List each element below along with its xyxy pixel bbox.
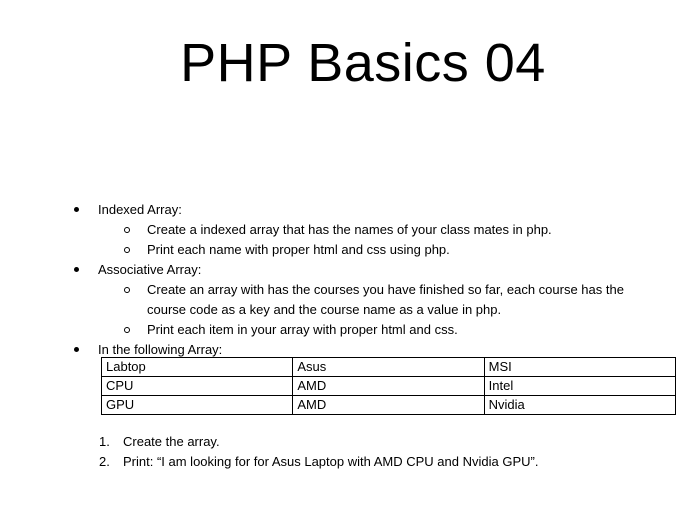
sub-bullet-item — [0, 220, 700, 240]
circle-bullet-icon — [124, 287, 130, 293]
numbered-list — [0, 432, 700, 472]
step-number: 1. — [99, 434, 110, 449]
bullet-dot-icon — [74, 207, 79, 212]
sub-bullet-text: Create a indexed array that has the names of your class mates in php. — [147, 222, 552, 237]
bullet-label: Indexed Array: — [98, 202, 182, 217]
bullet-dot-icon — [74, 347, 79, 352]
circle-bullet-icon — [124, 227, 130, 233]
hardware-table — [101, 357, 676, 415]
sub-bullet-item — [0, 240, 700, 260]
numbered-item — [0, 452, 700, 472]
sub-bullet-item — [0, 320, 700, 340]
table-cell: Asus — [293, 358, 484, 377]
sub-bullet-text: Print each item in your array with proper html and css. — [147, 322, 458, 337]
bullet-list — [0, 200, 700, 360]
table-cell: Intel — [484, 377, 675, 396]
bullet-dot-icon — [74, 267, 79, 272]
step-text: Create the array. — [123, 434, 220, 449]
table-cell: CPU — [102, 377, 293, 396]
step-text: Print: “I am looking for for Asus Laptop with AMD CPU and Nvidia GPU”. — [123, 454, 539, 469]
table-cell: Nvidia — [484, 396, 675, 415]
step-number: 2. — [99, 454, 110, 469]
page-title: PHP Basics 04 — [180, 33, 546, 93]
table-cell: AMD — [293, 396, 484, 415]
circle-bullet-icon — [124, 327, 130, 333]
sub-bullet-text: Create an array with has the courses you have finished so far, each course has the course code as a key and the course name as a value in php. — [147, 282, 624, 317]
table-cell: MSI — [484, 358, 675, 377]
table-row — [102, 358, 676, 377]
table-cell: GPU — [102, 396, 293, 415]
sub-bullet-text: Print each name with proper html and css using php. — [147, 242, 450, 257]
bullet-item-associative-array — [0, 260, 700, 280]
bullet-label: In the following Array: — [98, 342, 223, 357]
table-row — [102, 396, 676, 415]
sub-bullet-item — [0, 280, 700, 320]
circle-bullet-icon — [124, 247, 130, 253]
table-cell: Labtop — [102, 358, 293, 377]
table-row — [102, 377, 676, 396]
bullet-item-indexed-array — [0, 200, 700, 220]
numbered-item — [0, 432, 700, 452]
bullet-label: Associative Array: — [98, 262, 202, 277]
table-cell: AMD — [293, 377, 484, 396]
